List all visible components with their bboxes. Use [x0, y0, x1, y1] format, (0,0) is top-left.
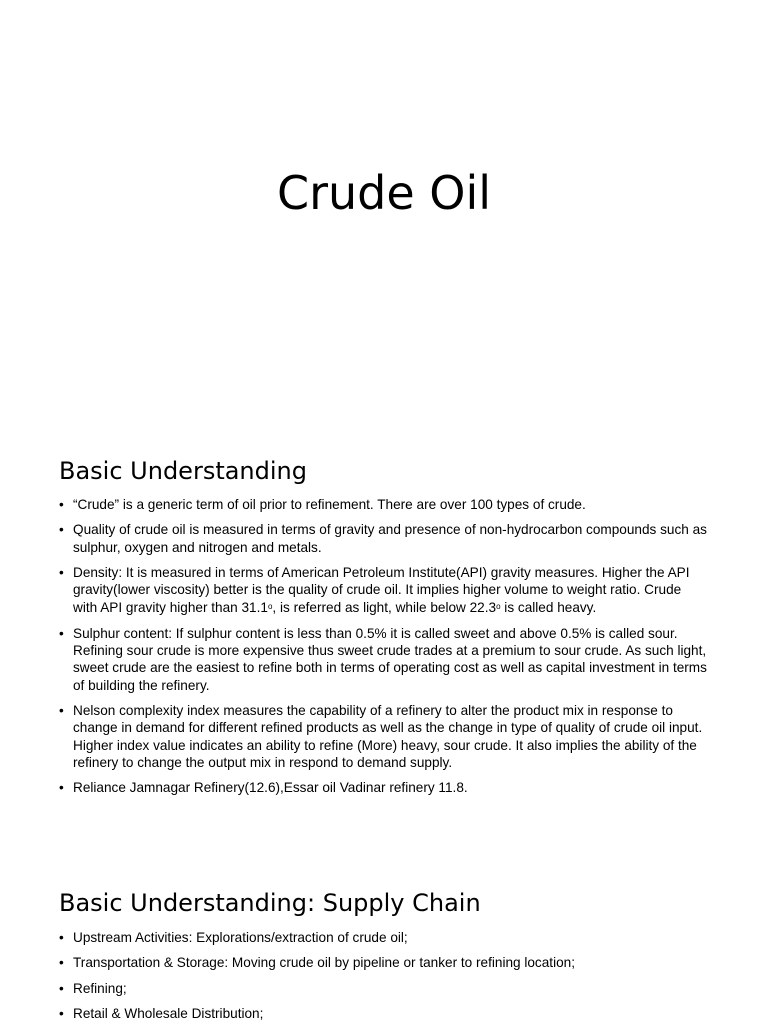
bullet-item	[59, 564, 709, 617]
bullet-icon: •	[59, 522, 64, 538]
bullet-icon: •	[59, 1005, 64, 1021]
bullet-list	[59, 496, 709, 804]
slide-heading: Basic Understanding: Supply Chain	[59, 889, 481, 917]
bullet-icon: •	[59, 625, 64, 641]
bullet-text: Reliance Jamnagar Refinery(12.6),Essar oil Vadinar refinery 11.8.	[73, 780, 468, 796]
bullet-item	[59, 702, 709, 771]
bullet-text: Retail & Wholesale Distribution;	[73, 1005, 264, 1021]
bullet-icon: •	[59, 702, 64, 718]
bullet-item	[59, 521, 709, 556]
bullet-text	[73, 565, 690, 616]
bullet-text: Nelson complexity index measures the capability of a refinery to alter the product mix in response to change in demand for different refined products as well as the change in type of quality of crude oil input. Higher index value indicates an ability to refine (More) heavy, sour crude. It also implies the ability of the refinery to change the output mix in respond to demand supply.	[73, 702, 703, 770]
bullet-icon: •	[59, 780, 64, 796]
bullet-text: Upstream Activities: Explorations/extraction of crude oil;	[73, 930, 408, 945]
density-text-part: , is referred as light, while below 22.3	[272, 600, 497, 616]
bullet-item	[59, 980, 709, 997]
density-text-part: Density: It is measured in terms of American Petroleum Institute(API) gravity measures. Higher the API gravity(lower viscosity) better is the quality of crude oil. It implies higher volume to weight ratio. Crude with API gravity higher than 31.1	[73, 564, 690, 616]
bullet-icon: •	[59, 564, 64, 580]
bullet-icon: •	[59, 955, 64, 971]
degree-symbol: o	[267, 602, 273, 612]
bullet-icon: •	[59, 980, 64, 996]
bullet-text: Sulphur content: If sulphur content is less than 0.5% it is called sweet and above 0.5% is called sour. Refining sour crude is more expensive thus sweet crude trades at a premium to sour crude. As such light, sweet crude are the easiest to refine both in terms of operating cost as well as capital investment in terms of building the refinery.	[73, 625, 707, 693]
bullet-item	[59, 625, 709, 694]
bullet-text: Transportation & Storage: Moving crude oil by pipeline or tanker to refining location;	[73, 955, 575, 971]
basic-understanding-slide	[0, 432, 768, 868]
density-text-part: is called heavy.	[500, 600, 597, 616]
bullet-item	[59, 954, 709, 971]
bullet-icon: •	[59, 930, 64, 945]
slide-heading: Basic Understanding	[59, 457, 307, 485]
bullet-text: Quality of crude oil is measured in terms of gravity and presence of non-hydrocarbon compounds such as sulphur, oxygen and nitrogen and metals.	[73, 522, 707, 555]
degree-symbol: o	[496, 602, 501, 612]
bullet-text: Refining;	[73, 980, 127, 996]
title-slide	[0, 0, 768, 432]
bullet-item	[59, 929, 709, 946]
slide-title: Crude Oil	[276, 166, 492, 220]
bullet-text: “Crude” is a generic term of oil prior to refinement. There are over 100 types of crude.	[73, 497, 586, 512]
supply-chain-slide	[0, 868, 768, 1024]
bullet-item	[59, 779, 709, 796]
bullet-list	[59, 929, 709, 1030]
bullet-item	[59, 496, 709, 513]
bullet-item	[59, 1005, 709, 1022]
bullet-icon: •	[59, 497, 64, 512]
